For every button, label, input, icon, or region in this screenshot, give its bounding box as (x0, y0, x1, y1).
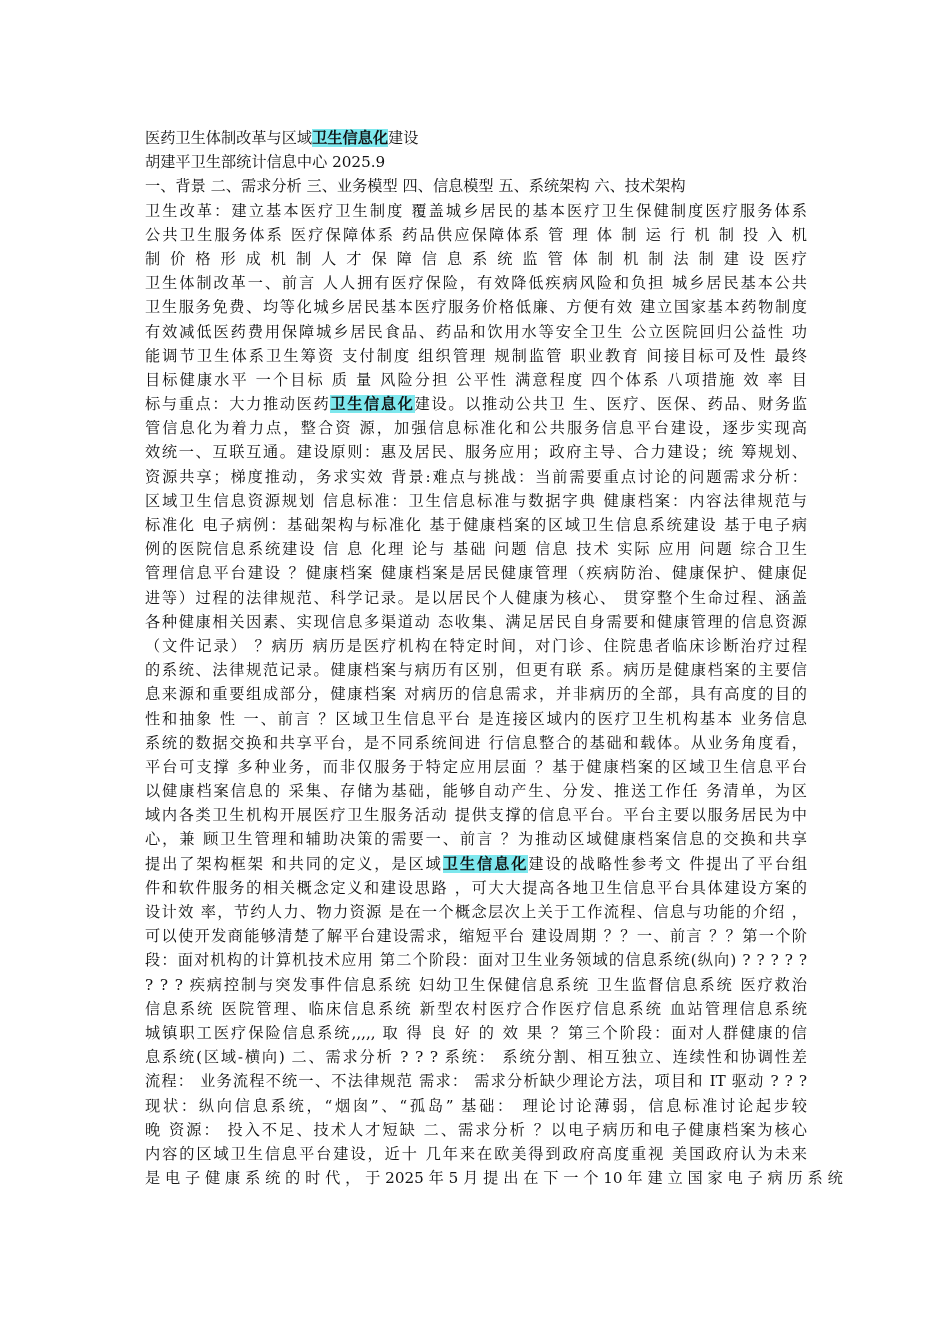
text-line (145, 392, 807, 416)
text-run: 各种健康相关因素、实现信息多渠道动 态收集、满足居民自身需要和健康管理的信息资源 (145, 612, 807, 631)
text-line (145, 610, 807, 634)
text-run: 资源共享；梯度推动，务求实效 背景:难点与挑战：当前需要重点讨论的问题需求分析： (145, 467, 807, 486)
text-run: 有效减低医药费用保障城乡居民食品、药品和饮用水等安全卫生 公立医院回归公益性 功 (145, 322, 807, 341)
text-run: 标准化 电子病例：基础架构与标准化 基于健康档案的区域卫生信息系统建设 基于电子病 (145, 516, 807, 534)
text-line (145, 900, 807, 924)
text-run: 卫生体制改革一、前言 人人拥有医疗保险，有效降低疾病风险和负担 城乡居民基本公共 (145, 274, 807, 293)
text-run: 息来源和重要组成部分，健康档案 对病历的信息需求，并非病历的全部，具有高度的目的 (145, 685, 807, 704)
document-author-line (145, 150, 807, 174)
text-line (145, 465, 807, 489)
text-line (145, 682, 807, 706)
text-line (145, 658, 807, 682)
text-line (145, 1069, 807, 1093)
text-run: 信息系统 医院管理、临床信息系统 新型农村医疗合作医疗信息系统 血站管理信息系统 (145, 999, 807, 1018)
text-run: ? ? ? 疾病控制与突发事件信息系统 妇幼卫生保健信息系统 卫生监督信息系统 医疗救治 (145, 975, 807, 994)
text-line (145, 561, 807, 585)
document-body (145, 126, 843, 1190)
text-run: 提出了架构框架 和共同的定义，是区域 (145, 854, 443, 873)
text-run: （文件记录） ？病历 病历是医疗机构在特定时间，对门诊、住院患者临床诊断治疗过程 (145, 636, 807, 655)
text-line (145, 1021, 807, 1045)
text-line (145, 247, 807, 271)
text-line (145, 1118, 807, 1142)
text-run: 件和软件服务的相关概念定义和建设思路 ，可大大提高各地卫生信息平台具体建设方案的 (145, 878, 807, 897)
text-line (145, 174, 807, 198)
text-line (145, 997, 807, 1021)
text-run: 卫生服务免费、均等化城乡居民基本医疗服务价格低廉、方便有效 建立国家基本药物制度 (145, 298, 807, 317)
text-line (145, 295, 807, 319)
text-line (145, 803, 807, 827)
text-run: 段：面对机构的计算机技术应用 第二个阶段：面对卫生业务领域的信息系统(纵向) ? ? ? ? ? (145, 951, 807, 970)
text-run: 标与重点：大力推动医药 (145, 395, 331, 414)
text-line (145, 223, 807, 247)
text-line (145, 948, 807, 972)
text-line (145, 1045, 807, 1069)
text-line (145, 1094, 807, 1118)
text-run: 可以使开发商能够清楚了解平台建设需求，缩短平台 建设周期 ？？一、前言 ？？第一个阶 (145, 927, 807, 946)
text-line (145, 779, 807, 803)
text-line (145, 489, 807, 513)
text-run: 的系统、法律规范记录。健康档案与病历有区别，但更有联 系。病历是健康档案的主要信 (145, 661, 807, 680)
text-line (145, 320, 807, 344)
text-run: 心，兼 顾卫生管理和辅助决策的需要一、前言 ？为推动区域健康档案信息的交换和共享 (145, 830, 807, 849)
text-line (145, 707, 807, 731)
text-run: 以健康档案信息的 采集、存储为基础，能够自动产生、分发、推送工作任 务清单，为区 (145, 782, 807, 801)
highlighted-term: 卫生信息化 (330, 395, 415, 414)
text-run: 建设的战略性参考文 件提出了平台组 (528, 854, 808, 873)
text-line (145, 416, 807, 440)
text-line (145, 537, 807, 561)
text-line (145, 1142, 807, 1166)
text-line (145, 368, 807, 392)
text-run: 建设 (388, 129, 419, 147)
text-run: 城镇职工医疗保险信息系统,,,,, 取 得 良 好 的 效 果 ？第三个阶段：面对人群健康的信 (145, 1023, 807, 1042)
text-run: 卫生改革：建立基本医疗卫生制度 覆盖城乡居民的基本医疗卫生保健制度医疗服务体系 (145, 201, 807, 220)
text-run: 息系统(区域-横向) 二、需求分析 ? ? ? 系统： 系统分割、相互独立、连续性和协调性差 (145, 1048, 807, 1067)
text-run: 目标健康水平 一个目标 质 量 风险分担 公平性 满意程度 四个体系 八项措施 效 率 目 (145, 370, 807, 389)
text-line (145, 876, 807, 900)
text-run: 性和抽象 性 一、前言 ？区域卫生信息平台 是连接区域内的医疗卫生机构基本 业务信息 (145, 709, 807, 728)
text-run: 平台可支撑 多种业务，而非仅服务于特定应用层面 ？基于健康档案的区域卫生信息平台 (145, 757, 807, 776)
text-run: 制 价 格 形 成 机 制 人 才 保 障 信 息 系 统 监 管 体 制 机 制 法 制 建 设 医疗 (145, 249, 807, 268)
text-run: 区域卫生信息资源规划 信息标准：卫生信息标准与数据字典 健康档案：内容法律规范与 (145, 491, 807, 510)
text-run: 系统的数据交换和共享平台，是不同系统间进 行信息整合的基础和载体。从业务角度看， (145, 733, 807, 752)
text-run: 域内各类卫生机构开展医疗卫生服务活动 提供支撑的信息平台。平台主要以服务居民为中 (145, 806, 807, 825)
text-line (145, 634, 807, 658)
text-run: 内容的区域卫生信息平台建设，近十 几年来在欧美得到政府高度重视 美国政府认为未来 (145, 1144, 807, 1163)
text-run: 设计效 率，节约人力、物力资源 是在一个概念层次上关于工作流程、信息与功能的介绍 ， (145, 903, 807, 921)
text-line (145, 271, 807, 295)
text-run: 建设。以推动公共卫 生、医疗、医保、药品、财务监 (414, 395, 808, 414)
text-run: 能调节卫生体系卫生筹资 支付制度 组织管理 规制监管 职业教育 间接目标可及性 最终 (145, 346, 807, 365)
text-run: 医药卫生体制改革与区域 (145, 129, 313, 147)
text-run: 进等）过程的法律规范、科学记录。是以居民个人健康为核心、 贯穿整个生命过程、涵盖 (145, 588, 807, 607)
text-line (145, 586, 807, 610)
text-run: 一、背景 二、需求分析 三、业务模型 四、信息模型 五、系统架构 六、技术架构 (145, 177, 686, 196)
text-run: 管信息化为着力点，整合资 源，加强信息标准化和公共服务信息平台建设，逐步实现高 (145, 419, 807, 438)
text-line (145, 973, 807, 997)
text-line (145, 731, 807, 755)
text-line (145, 1166, 843, 1190)
text-run: 例的医院信息系统建设 信 息 化理 论与 基础 问题 信息 技术 实际 应用 问题 综合卫生 (145, 540, 807, 559)
text-run: 效统一、互联互通。建设原则：惠及居民、服务应用；政府主导、合力建设；统 筹规划、 (145, 443, 807, 462)
text-run: 现状：纵向信息系统，“烟囱”、“孤岛” 基础： 理论讨论薄弱，信息标准讨论起步较 (145, 1096, 807, 1115)
text-run: 是 电 子 健 康 系 统 的 时 代 ， 于 2025 年 5 月 提 出 在 下 一 个 10 年 建 立 国 家 电 子 病 历 系 统 (145, 1169, 843, 1188)
text-run: 胡建平卫生部统计信息中心 2025.9 (145, 153, 386, 172)
highlighted-term: 卫生信息化 (312, 129, 388, 147)
text-run: 管理信息平台建设 ？健康档案 健康档案是居民健康管理（疾病防治、健康保护、健康促 (145, 564, 807, 583)
text-line (145, 199, 807, 223)
document-title (145, 126, 807, 150)
highlighted-term: 卫生信息化 (442, 854, 529, 873)
text-line (145, 924, 807, 948)
text-line (145, 755, 807, 779)
text-run: 流程： 业务流程不统一、不法律规范 需求： 需求分析缺少理论方法，项目和 IT 驱动 ? ? ? (145, 1072, 807, 1091)
text-line (145, 440, 807, 464)
text-line (145, 852, 807, 876)
text-line (145, 827, 807, 851)
text-line (145, 344, 807, 368)
text-run: 晚 资源： 投入不足、技术人才短缺 二、需求分析 ？以电子病历和电子健康档案为核心 (145, 1120, 807, 1139)
text-line (145, 513, 807, 537)
text-run: 公共卫生服务体系 医疗保障体系 药品供应保障体系 管 理 体 制 运 行 机 制 投 入 机 (145, 225, 807, 244)
